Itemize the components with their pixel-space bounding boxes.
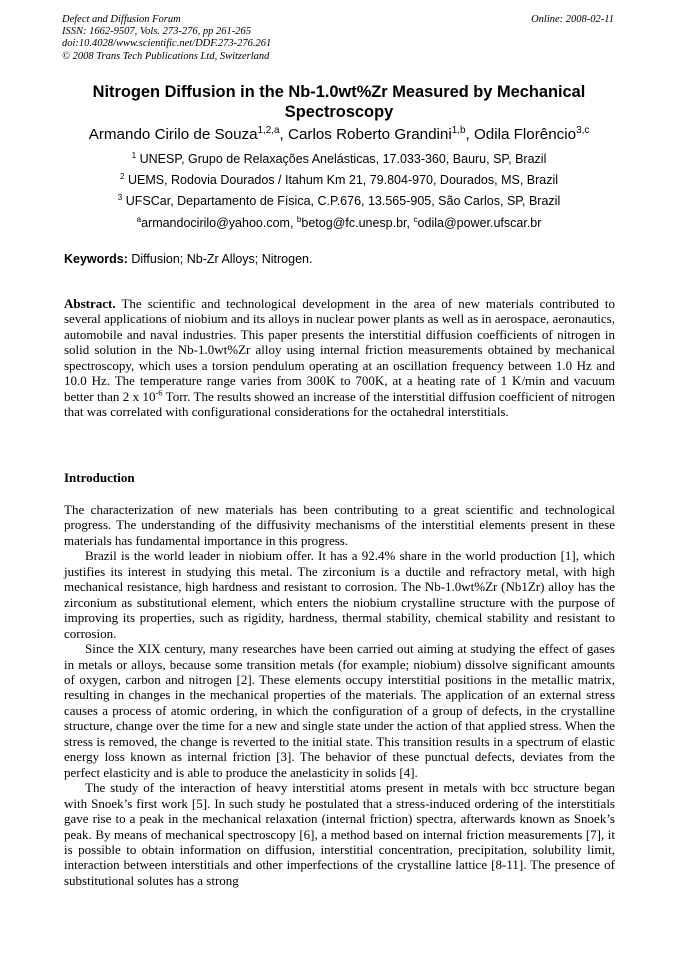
journal-line: © 2008 Trans Tech Publications Ltd, Switzerland bbox=[62, 50, 270, 62]
introduction-body bbox=[64, 502, 615, 888]
author-name: Odila Florêncio bbox=[473, 126, 577, 143]
affiliation-3 bbox=[40, 193, 638, 209]
section-heading-introduction: Introduction bbox=[64, 470, 135, 485]
affiliation-1 bbox=[40, 151, 638, 167]
keywords-label: Keywords: bbox=[64, 252, 128, 266]
abstract-label: Abstract. bbox=[64, 296, 116, 311]
journal-line: ISSN: 1662-9507, Vols. 273-276, pp 261-265 bbox=[62, 26, 251, 38]
affiliation-text: UEMS, Rodovia Dourados / Itahum Km 21, 79.804-970, Dourados, MS, Brazil bbox=[124, 173, 559, 187]
affiliation-2 bbox=[40, 172, 638, 188]
journal-line: doi:10.4028/www.scientific.net/DDF.273-276.261 bbox=[62, 38, 272, 50]
author-separator: , bbox=[465, 126, 474, 143]
paragraph: Brazil is the world leader in niobium offer. It has a 92.4% share in the world production [1], which justifies its interest in studying this metal. The zirconium is a ductile and refractory metal, with high mechanical resistance, high hardness and resistant to corrosion. The Nb-1.0wt%Zr (Nb1Zr) alloy has the zirconium as substitutional element, which enters the niobium crystalline structure with the purpose of improving its properties, such as rigidity, hardness, thermal stability, chemical stability and resistant to corrosion. bbox=[64, 548, 615, 641]
abstract-text-cont: Torr. The results showed an increase of the interstitial diffusion coefficient of nitrogen that was correlated with configurational considerations for the octahedral interstitials. bbox=[64, 388, 615, 420]
online-date: Online: 2008-02-11 bbox=[531, 14, 614, 25]
author-emails bbox=[40, 215, 638, 231]
affiliation-number: 2 bbox=[119, 171, 125, 181]
author-separator: , bbox=[279, 126, 288, 143]
abstract-exponent: -6 bbox=[155, 387, 163, 398]
journal-line: Defect and Diffusion Forum bbox=[62, 14, 181, 25]
email-address[interactable]: armandocirilo@yahoo.com, bbox=[141, 216, 297, 230]
paper-title: Nitrogen Diffusion in the Nb-1.0wt%Zr Measured by Mechanical Spectroscopy bbox=[92, 83, 586, 121]
paragraph: Since the XIX century, many researches have been carried out aiming at studying the effect of gases in metals or alloys, because some transition metals (for example; niobium) dissolve significant amounts of oxygen, carbon and nitrogen [2]. These elements occupy interstitial positions in the metallic matrix, resulting in changes in the mechanical properties of the materials. The application of an external stress causes a process of atomic ordering, in which the configuration of a group of defects, in the crystalline structure, change over the time for a new and single state under the action of that applied stress. When the stress is removed, the change is reverted to the initial state. This transition results in a spectrum of elastic energy loss known as internal friction [3]. The behavior of these punctual defects, deviates from the perfect elasticity and is able to produce the anelasticity in solids [4]. bbox=[64, 641, 615, 780]
paragraph: The characterization of new materials has been contributing to a great scientific and technological progress. The understanding of the diffusivity mechanisms of the interstitial elements present in these materials has fundamental importance in this progress. bbox=[64, 502, 615, 548]
email-marker: c bbox=[413, 214, 418, 224]
affiliation-number: 1 bbox=[131, 150, 137, 160]
affiliation-text: UNESP, Grupo de Relaxações Anelásticas, 17.033-360, Bauru, SP, Brazil bbox=[136, 152, 547, 166]
paragraph: The study of the interaction of heavy interstitial atoms present in metals with bcc structure began with Snoek’s first work [5]. In such study he postulated that a stress-induced ordering of the interstitials gave rise to a peak in the mechanical relaxation (internal friction) spectra, afterwards known as Snoek’s peak. By means of mechanical spectroscopy [6], a method based on internal friction measurements [7], it is possible to obtain information on diffusion, interstitial concentration, precipitation, solubility limit, interaction between interstitials and other imperfections of the crystalline lattice [8-11]. The presence of substitutional solutes has a strong bbox=[64, 780, 615, 888]
email-marker: a bbox=[136, 214, 142, 224]
abstract-text: The scientific and technological development in the area of new materials contributed to several applications of niobium and its alloys in nuclear power plants as well as in aerospace, aeronautics, automobile and naval industries. This paper presents the interstitial diffusion coefficients of nitrogen in solid solution in the Nb-1.0wt%Zr alloy using internal friction measurements obtained by mechanical spectroscopy, which uses a torsion pendulum operating at an oscillation frequency between 1.0 Hz and 10.0 Hz. The temperature range varies from 300K to 700K, at a heating rate of 1 K/min and vacuum better than 2 x 10 bbox=[64, 296, 615, 404]
affiliation-number: 3 bbox=[117, 192, 123, 202]
keywords bbox=[64, 251, 312, 267]
affiliation-text: UFSCar, Departamento de Física, C.P.676, 13.565-905, São Carlos, SP, Brazil bbox=[122, 194, 561, 208]
author-affiliation-marker: 3,c bbox=[576, 124, 590, 136]
author-list bbox=[40, 125, 638, 144]
author-name: Carlos Roberto Grandini bbox=[287, 126, 452, 143]
author-affiliation-marker: 1,2,a bbox=[257, 124, 280, 136]
author-name: Armando Cirilo de Souza bbox=[88, 126, 258, 143]
abstract bbox=[64, 296, 615, 420]
email-marker: b bbox=[296, 214, 302, 224]
author-affiliation-marker: 1,b bbox=[451, 124, 466, 136]
email-address[interactable]: betog@fc.unesp.br, bbox=[301, 216, 414, 230]
email-address[interactable]: odila@power.ufscar.br bbox=[417, 216, 542, 230]
keywords-text: Diffusion; Nb-Zr Alloys; Nitrogen. bbox=[127, 252, 313, 266]
journal-info bbox=[62, 14, 271, 63]
